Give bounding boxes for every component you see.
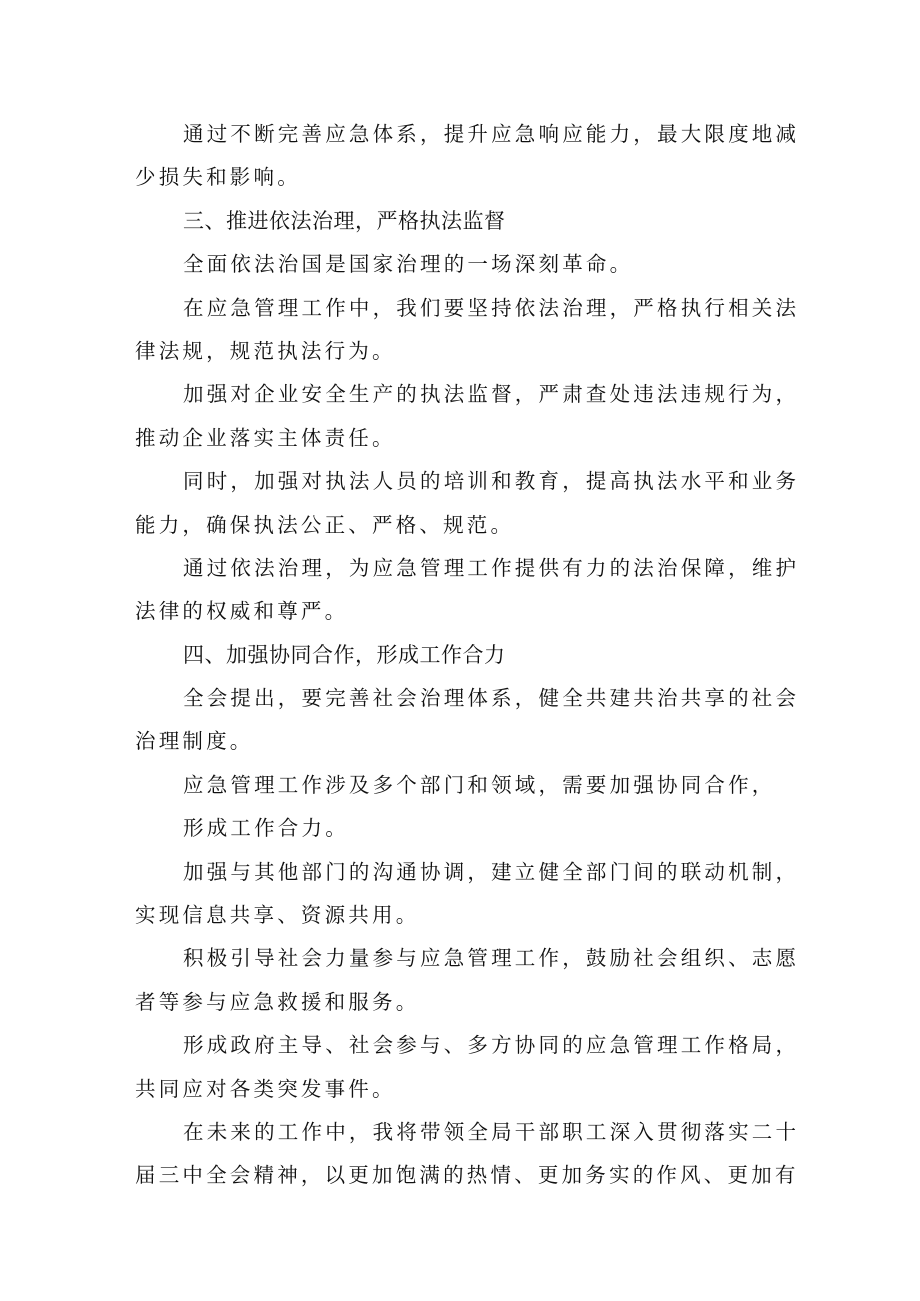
- paragraph-line: 者等参与应急救援和服务。: [135, 989, 420, 1014]
- paragraph-line: 同时，加强对执法人员的培训和教育，提高执法水平和业务: [183, 469, 800, 494]
- paragraph-line: 推动企业落实主体责任。: [135, 425, 396, 450]
- paragraph-line: 通过依法治理，为应急管理工作提供有力的法治保障，维护: [183, 555, 800, 580]
- paragraph-line: 法律的权威和尊严。: [135, 599, 349, 624]
- paragraph-line: 加强对企业安全生产的执法监督，严肃查处违法违规行为，: [183, 382, 800, 407]
- paragraph-line: 届三中全会精神，以更加饱满的热情、更加务实的作风、更加有: [135, 1163, 799, 1188]
- paragraph-line: 积极引导社会力量参与应急管理工作，鼓励社会组织、志愿: [183, 946, 800, 971]
- paragraph-line: 形成政府主导、社会参与、多方协同的应急管理工作格局，: [183, 1033, 800, 1058]
- paragraph-line: 在未来的工作中，我将带领全局干部职工深入贯彻落实二十: [183, 1119, 800, 1144]
- section-heading: 四、加强协同合作，形成工作合力: [183, 642, 506, 667]
- paragraph-line: 形成工作合力。: [183, 816, 349, 841]
- paragraph-line: 通过不断完善应急体系，提升应急响应能力，最大限度地减: [183, 122, 800, 146]
- paragraph-line: 实现信息共享、资源共用。: [135, 903, 420, 928]
- paragraph-line: 共同应对各类突发事件。: [135, 1076, 396, 1101]
- paragraph-line: 治理制度。: [135, 729, 254, 754]
- section-heading: 三、推进依法治理，严格执法监督: [183, 208, 506, 233]
- paragraph-line: 能力，确保执法公正、严格、规范。: [135, 512, 515, 537]
- paragraph-line: 少损失和影响。: [135, 165, 301, 190]
- paragraph-line: 在应急管理工作中，我们要坚持依法治理，严格执行相关法: [183, 295, 800, 320]
- paragraph-line: 全会提出，要完善社会治理体系，健全共建共治共享的社会: [183, 686, 800, 711]
- paragraph-line: 律法规，规范执法行为。: [135, 338, 396, 363]
- document-body: [135, 113, 800, 1198]
- paragraph-line: 全面依法治国是国家治理的一场深刻革命。: [183, 252, 634, 277]
- paragraph-line: 应急管理工作涉及多个部门和领域，需要加强协同合作，: [183, 772, 776, 797]
- paragraph-line: 加强与其他部门的沟通协调，建立健全部门间的联动机制，: [183, 859, 800, 884]
